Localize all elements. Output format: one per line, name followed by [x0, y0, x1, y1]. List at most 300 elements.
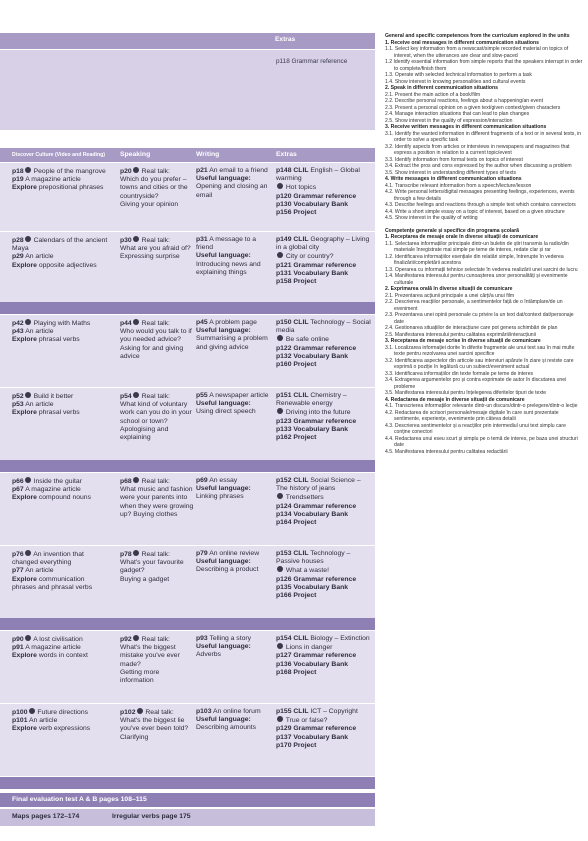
- line-text: Playing with Maths: [31, 320, 91, 327]
- bold-label: p162 Project: [276, 434, 317, 442]
- extras-line: [276, 236, 372, 252]
- extras-line: [276, 252, 372, 261]
- extras-line: [276, 183, 372, 192]
- bold-label: p133 Vocabulary Bank: [276, 425, 349, 433]
- line-text: Biology – Extinction: [308, 635, 370, 642]
- bold-label: p53: [12, 401, 24, 409]
- speaking-line: [120, 401, 194, 426]
- writing-cell: [196, 319, 272, 352]
- line-text: ICT – Copyright: [308, 708, 358, 715]
- line-text: A lost civilisation: [31, 636, 83, 643]
- maps-bar: [0, 809, 375, 826]
- line-text: Opening and closing an email: [196, 183, 268, 199]
- competence-item: 4.4. Write a short simple essay on a topic of interest, based on a given structure: [385, 208, 565, 215]
- bold-label: Useful language:: [196, 558, 251, 566]
- col-writing-header: Writing: [196, 151, 220, 158]
- video-icon: [277, 183, 283, 189]
- line-text: Who would you talk to if you needed advice?: [120, 328, 192, 344]
- competence-item: 2.1. Present the main action of a book/film: [385, 91, 481, 98]
- speaking-line: [120, 576, 194, 584]
- line-text: Summarising a problem and giving advice: [196, 335, 268, 351]
- bold-label: p127 Grammar reference: [276, 652, 357, 660]
- extras-line: [276, 511, 372, 519]
- bold-label: p92: [120, 636, 132, 643]
- line-text: A problem page: [207, 319, 257, 326]
- culture-cell: [12, 392, 110, 418]
- line-text: Real talk:: [139, 237, 170, 244]
- line-text: True or false?: [284, 717, 328, 725]
- extras-line: [276, 418, 372, 426]
- writing-line: [196, 477, 272, 485]
- writing-line: [196, 183, 272, 199]
- bold-label: p43: [12, 328, 24, 336]
- extras-cell: [276, 392, 372, 442]
- video-icon: [133, 392, 139, 398]
- extras-line: [276, 550, 372, 566]
- competence-item: 4.5. Manifestarea interesului pentru calitatea redactării: [385, 448, 508, 455]
- extras-line: [276, 592, 372, 600]
- line-text: Buying a gadget: [120, 575, 170, 583]
- speaking-line: [120, 550, 194, 559]
- competence-heading: 1. Receive oral messages in different communication situations: [385, 39, 539, 46]
- culture-line: [12, 567, 110, 575]
- bold-label: Explore: [12, 494, 37, 502]
- table-column-header: [0, 148, 375, 162]
- extras-cell: [276, 635, 372, 677]
- table-row: [0, 315, 375, 387]
- video-icon: [277, 408, 283, 414]
- line-text: Telling a story: [207, 635, 252, 642]
- video-icon: [25, 236, 31, 242]
- competence-item: 3.3. Identify information from formal texts on topics of interest: [385, 156, 523, 163]
- line-text: Lions in danger: [284, 644, 333, 652]
- line-text: Technology – Passive houses: [276, 550, 351, 566]
- culture-line: [12, 401, 110, 409]
- line-text: Social Science – The history of jeans: [276, 477, 361, 493]
- unit-separator-band: [0, 777, 375, 789]
- bold-label: p68: [120, 478, 132, 485]
- competence-item: 4.2. Redactarea de scrisori personale/mesaje digitale în care sunt prezentate sentimente, experiențe, evenimente prin câteva detalii: [385, 409, 559, 422]
- line-text: Clarifying: [120, 733, 149, 741]
- competence-item: 1.1. Select key information from a newscast/simple recorded material on topics of interest, when the utterances are clear and slow-paced: [385, 46, 569, 59]
- line-text: What music and fashion were your parents into when they were growing up? Buying clothes: [120, 486, 194, 518]
- competence-item: 2.2. Describe personal reactions, feelings about a happening/an event: [385, 98, 544, 104]
- bold-label: p93: [196, 635, 208, 642]
- writing-line: [196, 175, 272, 183]
- line-text: Linking phrases: [196, 493, 244, 501]
- extras-line: [276, 584, 372, 592]
- unit-separator-band: [0, 460, 375, 472]
- competence-item: 3.2. Identify aspects from articles or interviews in newspapers and magazines that express a position in relation to a current topic/event: [385, 143, 570, 156]
- speaking-line: [120, 201, 194, 209]
- bold-label: Explore: [12, 261, 37, 269]
- extras-line: [276, 493, 372, 502]
- competence-heading: 2. Exprimarea orală în diverse situații de comunicare: [385, 286, 513, 292]
- speaking-cell: [120, 236, 194, 262]
- bold-label: Explore: [12, 575, 37, 583]
- culture-line: [12, 717, 110, 725]
- culture-line: [12, 576, 110, 592]
- video-icon: [277, 335, 283, 341]
- speaking-line: [120, 167, 194, 176]
- bold-label: p135 Vocabulary Bank: [276, 583, 349, 591]
- competence-item: 1.4. Manifestarea interesului pentru cunoașterea unor personalități și evenimente culturale: [385, 273, 568, 286]
- competence-item: 2.5. Show interest in the quality of expression/interaction: [385, 117, 513, 124]
- extras-line: [276, 193, 372, 201]
- competence-item: 3.4. Extract the pros and cons expressed by the author when discussing a problem: [385, 163, 572, 169]
- bold-label: p151 CLIL: [276, 392, 309, 399]
- culture-line: [12, 336, 110, 344]
- bold-label: Useful language:: [196, 485, 251, 493]
- video-icon: [25, 392, 31, 398]
- bold-label: p20: [120, 168, 132, 175]
- line-text: What's the biggest mistake you've ever made?: [120, 644, 180, 668]
- bold-label: p100: [12, 709, 28, 716]
- competence-item: 3.5. Show interest in understanding different types of texts: [385, 169, 517, 176]
- extras-header-band: [0, 33, 375, 49]
- bold-label: p168 Project: [276, 668, 317, 676]
- line-text: What kind of voluntary work can you do in your school or town?: [120, 401, 192, 425]
- extras-line: [276, 209, 372, 217]
- writing-cell: [196, 392, 272, 417]
- line-text: Getting more information: [120, 668, 160, 685]
- writing-line: [196, 400, 272, 408]
- bold-label: p148 CLIL: [276, 167, 309, 174]
- culture-line: [12, 486, 110, 494]
- culture-line: [12, 708, 110, 717]
- extras-line: [276, 319, 372, 335]
- competence-item: 4.3. Describe feelings and reactions through a simple text which contains connectors: [385, 202, 576, 208]
- unit-separator-band: [0, 302, 375, 314]
- line-text: What's the biggest lie you've ever been told?: [120, 717, 189, 733]
- bold-label: p77: [12, 567, 24, 575]
- extras-line: [276, 708, 372, 716]
- line-text: What are you afraid of?: [120, 245, 191, 253]
- table-row: [0, 163, 375, 231]
- line-text: Using direct speech: [196, 408, 256, 416]
- video-icon: [29, 708, 35, 714]
- culture-line: [12, 319, 110, 328]
- line-text: What's your favourite gadget?: [120, 559, 184, 575]
- bold-label: p126 Grammar reference: [276, 575, 357, 583]
- table-row: [0, 631, 375, 703]
- culture-cell: [12, 236, 110, 270]
- line-text: words in context: [36, 652, 88, 660]
- competence-heading: 3. Receptarea de mesaje scrise în diverse situații de comunicare: [385, 338, 541, 344]
- bold-label: p134 Vocabulary Bank: [276, 510, 349, 518]
- writing-cell: [196, 477, 272, 502]
- bold-label: p152 CLIL: [276, 477, 309, 484]
- table-row: [0, 388, 375, 460]
- speaking-cell: [120, 167, 194, 209]
- writing-cell: [196, 708, 272, 733]
- video-icon: [277, 643, 283, 649]
- col-speaking-header: Speaking: [120, 151, 151, 158]
- culture-line: [12, 644, 110, 652]
- table-row: [0, 232, 375, 302]
- competence-item: 4.3. Descrierea sentimentelor și a reacțiilor prin intermediul unui text simplu care conține conectori: [385, 422, 566, 435]
- bold-label: Explore: [12, 652, 37, 660]
- video-icon: [25, 635, 31, 641]
- culture-line: [12, 494, 110, 502]
- bold-label: p55: [196, 392, 208, 399]
- bold-label: p153 CLIL: [276, 550, 309, 557]
- bold-label: Useful language:: [196, 716, 251, 724]
- video-icon: [277, 252, 283, 258]
- competences-ro-title: Competențe generale și specifice din programa școlară: [385, 227, 519, 234]
- writing-line: [196, 635, 272, 643]
- writing-line: [196, 643, 272, 651]
- culture-line: [12, 236, 110, 253]
- line-text: Be safe online: [284, 336, 329, 344]
- bold-label: p103: [196, 708, 212, 715]
- bold-label: p150 CLIL: [276, 319, 309, 326]
- competence-item: 3.1. Identify the wanted information in different fragments of a text or in several texts, in order to solve a specific task: [385, 130, 582, 143]
- extras-line: [276, 477, 372, 493]
- extras-cell: [276, 236, 372, 286]
- speaking-cell: [120, 550, 194, 584]
- competence-heading: 3. Receive written messages in different communication situations: [385, 124, 547, 130]
- bold-label: Useful language:: [196, 175, 251, 183]
- line-text: prepositional phrases: [36, 184, 104, 192]
- line-text: A newspaper article: [207, 392, 269, 399]
- extras-line: [276, 669, 372, 677]
- line-text: A magazine article: [23, 644, 81, 652]
- writing-line: [196, 392, 272, 400]
- competence-heading: 4. Write messages in different communication situations: [385, 176, 522, 182]
- extras-line: [276, 345, 372, 353]
- culture-line: [12, 409, 110, 417]
- culture-line: [12, 328, 110, 336]
- speaking-cell: [120, 392, 194, 442]
- line-text: Real talk:: [139, 551, 170, 558]
- extras-line: [276, 201, 372, 209]
- extras-line: [276, 361, 372, 369]
- competence-item: 4.4. Redactarea unui eseu scurt și simplu pe o temă de interes, pe baza unei structuri date: [385, 435, 578, 448]
- bold-label: p129 Grammar reference: [276, 725, 357, 733]
- extras-line: [276, 278, 372, 286]
- speaking-line: [120, 559, 194, 575]
- bold-label: p45: [196, 319, 208, 326]
- speaking-line: [120, 253, 194, 261]
- extras-cell: [276, 167, 372, 217]
- speaking-line: [120, 236, 194, 245]
- culture-cell: [12, 708, 110, 734]
- video-icon: [133, 236, 139, 242]
- bold-label: p67: [12, 486, 24, 494]
- line-text: Future directions: [35, 709, 89, 716]
- video-icon: [25, 167, 31, 173]
- extras-line: [276, 392, 372, 408]
- video-icon: [137, 708, 143, 714]
- line-text: What a waste!: [284, 567, 329, 575]
- bold-label: Useful language:: [196, 327, 251, 335]
- speaking-line: [120, 176, 194, 201]
- bold-label: p78: [120, 551, 132, 558]
- table-row: [0, 546, 375, 618]
- competence-heading: 1. Receptarea de mesaje orale în diverse situații de comunicare: [385, 234, 539, 240]
- line-text: An article: [23, 401, 54, 409]
- writing-line: [196, 408, 272, 416]
- line-text: Hot topics: [284, 184, 317, 192]
- writing-line: [196, 716, 272, 724]
- final-evaluation-bar: [0, 793, 375, 807]
- culture-cell: [12, 167, 110, 193]
- writing-line: [196, 724, 272, 732]
- extras-line: [276, 661, 372, 669]
- line-text: phrasal verbs: [36, 336, 80, 344]
- culture-cell: [12, 635, 110, 661]
- writing-cell: [196, 167, 272, 200]
- line-text: An online forum: [211, 708, 261, 715]
- competence-heading: 4. Redactarea de mesaje în diverse situații de comunicare: [385, 396, 525, 403]
- video-icon: [25, 319, 31, 325]
- line-text: Geography – Living in a global city: [276, 236, 370, 252]
- speaking-cell: [120, 477, 194, 519]
- bold-label: p120 Grammar reference: [276, 192, 357, 200]
- bold-label: p31: [196, 236, 208, 243]
- line-text: Real talk:: [139, 320, 170, 327]
- line-text: Expressing surprise: [120, 253, 180, 261]
- competences-column: [385, 33, 583, 455]
- extras-cell: [276, 477, 372, 527]
- speaking-line: [120, 644, 194, 669]
- writing-line: [196, 558, 272, 566]
- competence-item: 1.1. Selectarea informațiilor principale dintr-un buletin de știri transmis la radio/din materiale înregistrate mai simple pe teme de interes, redate clar și rar: [385, 240, 569, 253]
- speaking-line: [120, 708, 194, 717]
- final-evaluation-text: Final evaluation test A & B pages 108–115: [12, 796, 147, 803]
- competence-item: 3.2. Identificarea aspectelor din articole sau interviuri apărute în ziare și reviste care exprimă o poziție în legătură cu un subiect/eveniment actual: [385, 357, 574, 370]
- writing-line: [196, 485, 272, 493]
- bold-label: p28: [12, 237, 24, 244]
- bold-label: p69: [196, 477, 208, 484]
- bold-label: p42: [12, 320, 24, 327]
- extras-line: [276, 519, 372, 527]
- competence-item: 2.5. Manifestarea interesului pentru calitatea exprimării/interacțiunii: [385, 331, 536, 338]
- line-text: An online review: [207, 550, 260, 557]
- bold-label: p155 CLIL: [276, 708, 309, 715]
- competence-item: 4.1. Transcribe relevant information from a speech/lecture/lesson: [385, 182, 532, 189]
- culture-line: [12, 635, 110, 644]
- video-icon: [133, 477, 139, 483]
- top-extras-text: p118 Grammar reference: [276, 58, 348, 65]
- bold-label: p29: [12, 253, 24, 261]
- extras-line: [276, 716, 372, 725]
- speaking-line: [120, 486, 194, 519]
- line-text: A message to a friend: [196, 236, 257, 252]
- culture-line: [12, 477, 110, 486]
- speaking-line: [120, 392, 194, 401]
- extras-cell: [276, 708, 372, 750]
- writing-line: [196, 236, 272, 252]
- bold-label: Explore: [12, 725, 37, 733]
- bold-label: Useful language:: [196, 643, 251, 651]
- line-text: A magazine article: [23, 486, 81, 494]
- speaking-line: [120, 328, 194, 344]
- bold-label: p130 Vocabulary Bank: [276, 200, 349, 208]
- writing-line: [196, 493, 272, 501]
- bold-label: p136 Vocabulary Bank: [276, 660, 349, 668]
- writing-cell: [196, 635, 272, 660]
- competence-item: 2.4. Manage interaction situations that can lead to plan changes: [385, 111, 530, 117]
- top-extras-block: [0, 50, 375, 130]
- competence-item: 4.1. Transcrierea informațiilor relevante dintr-un discurs/dintr-o prelegere/dintr-o lecție: [385, 403, 578, 409]
- bold-label: Useful language:: [196, 400, 251, 408]
- extras-line: [276, 566, 372, 575]
- bold-label: p91: [12, 644, 24, 652]
- bold-label: p124 Grammar reference: [276, 502, 357, 510]
- line-text: compound nouns: [36, 494, 91, 502]
- video-icon: [25, 550, 31, 556]
- speaking-line: [120, 734, 194, 742]
- line-text: Adverbs: [196, 651, 221, 659]
- bold-label: p30: [120, 237, 132, 244]
- line-text: Trendsetters: [284, 494, 324, 502]
- culture-line: [12, 262, 110, 270]
- extras-line: [276, 167, 372, 183]
- bold-label: p44: [120, 320, 132, 327]
- bold-label: p164 Project: [276, 519, 317, 527]
- line-text: City or country?: [284, 253, 334, 261]
- bold-label: p160 Project: [276, 361, 317, 369]
- culture-cell: [12, 550, 110, 592]
- bold-label: p131 Vocabulary Bank: [276, 269, 349, 277]
- writing-line: [196, 261, 272, 277]
- writing-line: [196, 335, 272, 351]
- line-text: Real talk:: [139, 636, 170, 643]
- line-text: phrasal verbs: [36, 409, 80, 417]
- culture-line: [12, 253, 110, 261]
- line-text: An article: [23, 567, 54, 575]
- bold-label: p102: [120, 709, 136, 716]
- col-culture-header: Discover Culture (Video and Reading): [12, 152, 106, 158]
- culture-cell: [12, 477, 110, 503]
- writing-line: [196, 319, 272, 327]
- competence-item: 1.3. Operate with selected technical information to perform a task: [385, 72, 532, 78]
- competence-item: 1.3. Operarea cu informații tehnice selectate în vederea realizării unei sarcini de lucru: [385, 266, 578, 273]
- line-text: Real talk:: [143, 709, 174, 716]
- line-text: Build it better: [31, 393, 74, 400]
- table-row: [0, 473, 375, 545]
- writing-line: [196, 327, 272, 335]
- video-icon: [133, 635, 139, 641]
- line-text: People of the mangrove: [31, 168, 106, 175]
- extras-line: [276, 434, 372, 442]
- line-text: Technology – Social media: [276, 319, 371, 335]
- maps-text: Maps pages 172–174: [12, 813, 80, 820]
- line-text: Chemistry – Renewable energy: [276, 392, 347, 408]
- line-text: verb expressions: [36, 725, 91, 733]
- extras-line: [276, 652, 372, 660]
- culture-line: [12, 652, 110, 660]
- speaking-line: [120, 319, 194, 328]
- irregular-verbs-text: Irregular verbs page 175: [112, 813, 191, 820]
- competence-item: 4.2. Write personal letters/digital messages presenting feelings, experiences, events through a few details: [385, 189, 575, 202]
- bold-label: p21: [196, 167, 208, 174]
- competence-heading: 2. Speak in different communication situations: [385, 85, 498, 91]
- extras-line: [276, 262, 372, 270]
- competence-item: 2.3. Prezentarea unei opinii personale cu privire la un text dat/context dat/personaje date: [385, 312, 574, 325]
- extras-line: [276, 335, 372, 344]
- line-text: An article: [23, 253, 54, 261]
- competences-ro-list: [385, 234, 583, 455]
- speaking-line: [120, 426, 194, 442]
- competence-item: 3.3. Identificarea informațiilor din texte formale pe teme de interes: [385, 370, 534, 377]
- video-icon: [277, 566, 283, 572]
- culture-line: [12, 392, 110, 401]
- speaking-line: [120, 669, 194, 685]
- video-icon: [133, 550, 139, 556]
